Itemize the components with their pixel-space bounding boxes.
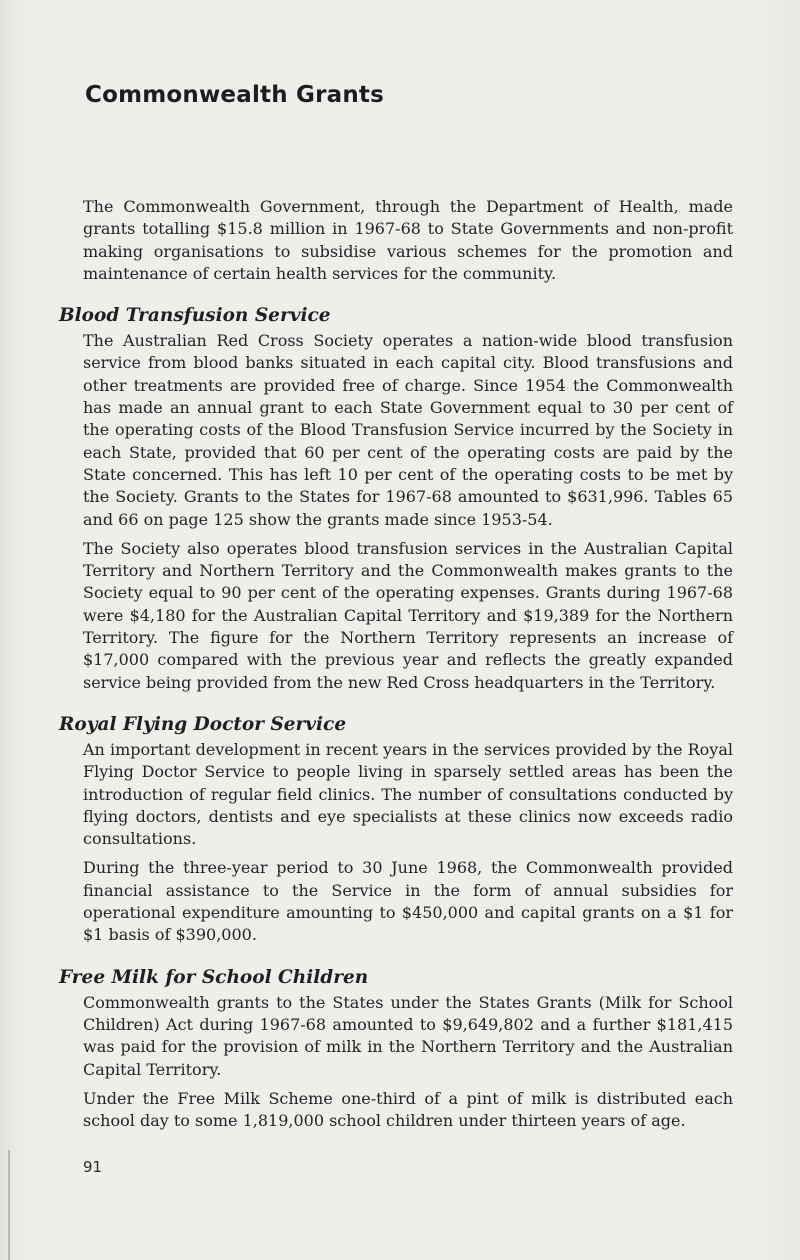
page-number: 91	[83, 1158, 103, 1176]
page-title: Commonwealth Grants	[85, 82, 385, 108]
document-body	[59, 196, 733, 1151]
intro-paragraph: The Commonwealth Government, through the Department of Health, made grants totalling $15.8 million in 1967-68 to State Governments and non-profit making organisations to subsidise various schemes for the promotion and maintenance of certain health services for the community.	[83, 197, 733, 283]
section-heading: Blood Transfusion Service	[59, 305, 331, 327]
section-heading: Royal Flying Doctor Service	[59, 713, 347, 735]
section-paragraph: An important development in recent years in the services provided by the Royal Flying Doctor Service to people living in sparsely settled areas has been the introduction of regular field clinics. The number of consultations conducted by flying doctors, dentists and eye specialists at these clinics now exceeds radio consultations.	[83, 739, 733, 849]
section-royal-flying-doctor	[59, 713, 733, 947]
section-heading: Free Milk for School Children	[59, 966, 369, 988]
section-blood-transfusion	[59, 304, 733, 694]
section-free-milk	[59, 966, 733, 1133]
section-paragraph: The Society also operates blood transfusion services in the Australian Capital Territory and Northern Territory and the Commonwealth makes grants to the Society equal to 90 per cent of the operating expenses. Grants during 1967-68 were $4,180 for the Australian Capital Territory and $19,389 for the Northern Territory. The figure for the Northern Territory represents an increase of $17,000 compared with the previous year and reflects the greatly expanded service being provided from the new Red Cross headquarters in the Territory.	[83, 538, 733, 692]
section-paragraph: During the three-year period to 30 June 1968, the Commonwealth provided financial assistance to the Service in the form of annual subsidies for operational expenditure amounting to $450,000 and capital grants on a $1 for $1 basis of $390,000.	[83, 858, 733, 945]
section-paragraph: Commonwealth grants to the States under the States Grants (Milk for School Children) Act during 1967-68 amounted to $9,649,802 and a further $181,415 was paid for the provision of milk in the Northern Territory and the Australian Capital Territory.	[83, 992, 733, 1079]
section-paragraph: The Australian Red Cross Society operates a nation-wide blood transfusion service from blood banks situated in each capital city. Blood transfusions and other treatments are provided free of charge. Since 1954 the Commonwealth has made an annual grant to each State Government equal to 30 per cent of the operating costs of the Blood Transfusion Service incurred by the Society in each State, provided that 60 per cent of the operating costs are paid by the State concerned. This has left 10 per cent of the operating costs to be met by the Society. Grants to the States for 1967-68 amounted to $631,996. Tables 65 and 66 on page 125 show the grants made since 1953-54.	[83, 331, 733, 529]
section-paragraph: Under the Free Milk Scheme one-third of a pint of milk is distributed each school day to some 1,819,000 school children under thirteen years of age.	[83, 1088, 733, 1131]
page-binding-edge	[8, 1150, 10, 1260]
